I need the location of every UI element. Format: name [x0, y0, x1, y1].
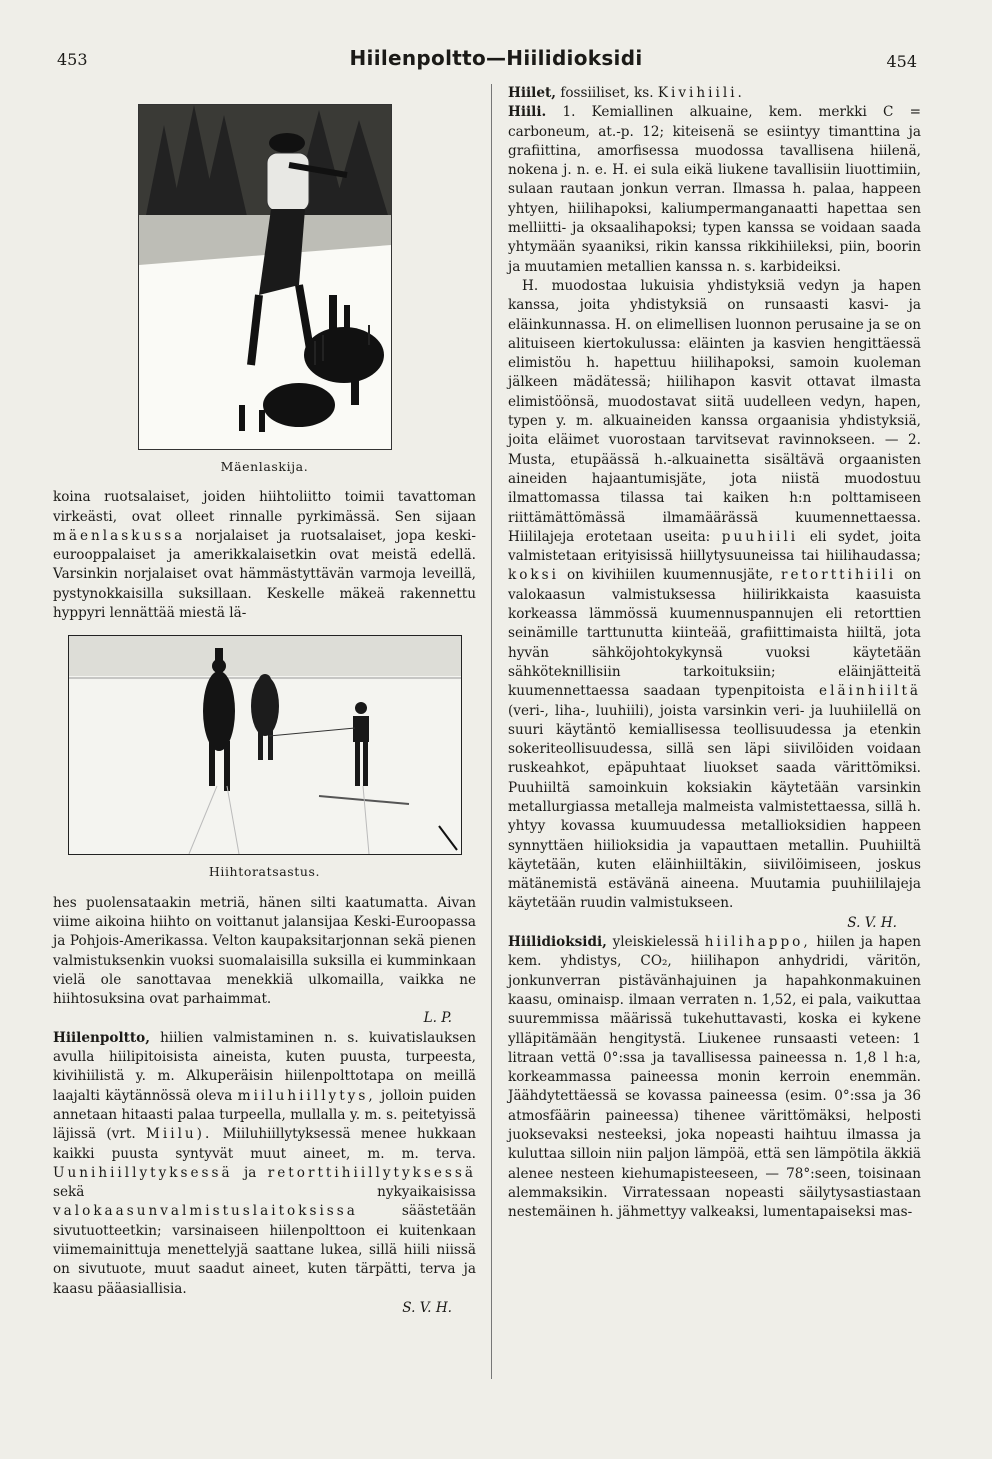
signature-hiili: S. V. H. — [847, 914, 897, 931]
column-divider — [491, 84, 492, 1379]
skijoring-photo — [68, 635, 462, 855]
signature-hiilenpoltto: S. V. H. — [402, 1299, 452, 1316]
running-title: Hiilenpoltto—Hiilidioksidi — [349, 46, 643, 70]
entry-hiili-paragraph2: H. muodostaa lukuisia yhdistyksiä vedyn ja hapen kanssa, joita yhdistyksiä on runsaasti kasvi- ja eläinkunnassa. H. on elimellisen luonnon perusaine ja se on alituiseen kiertokulussa: eläinten ja kasvien hengittäessä elimistöu h. hapettuu hiilihapoksi, samoin kuoleman jälkeen mädätessä; hiilihapon kasvit ottavat ilmasta elimistöönsä, muodostavat siitä uudelleen vedyn, hapen, typen y. m. alkuaineiden kanssa orgaanisia yhdistyksiä, joita eläimet vuorostaan tarvitsevat ravinnokseen. — 2. Musta, etupäässä h.-alkuainetta sisältävä orgaanisten aineiden hajaantumisjäte, jota niistä muodostuu ilmattomassa tilassa tai kaiken h:n polttamiseen riittämättömässä ilmamäärässä kuumennettaessa. Hiililajeja erotetaan useita: puuhiili eli sydet, joita valmistetaan erityisissä hiillytysuuneissa tai hiilihaudassa; koksi on kivihiilen kuumennusjäte, retorttihiili on valokaasun valmistuksessa hiilirikkaista kaasuista korkeassa lämmössä kuumennuspannujen eli retorttien seinämille tarttunutta kiinteää, grafiittimaista hiiltä, jota hyvän sähköjohtokykynsä vuoksi käytetään sähköteknillisiin tarkoituksiin; eläinjätteitä kuumennettaessa saadaan typenpitoista eläinhiiltä (veri-, liha-, luuhiili), joista varsinkin veri- ja luuhiilellä on suuri käytäntö kemiallisessa teollisuudessa ja etenkin sokeriteollisuudessa, sillä sen läpi siivilöiden voidaan ruskeahkot, epäpuhtaat liuokset saada värittömiksi. Puuhiiltä samoinkuin koksiakin käytetään varsinkin metallurgiassa metalleja malmeista valmistettaessa, sillä h. yhtyy kovassa kuumuudessa metallioksidien happeen synnyttäen hiilioksidia ja vapauttaen metallin. Puuhiiltä käytetään, kuten eläinhiiltäkin, siivilöimiseen, joskus mätänemistä estävänä aineena. Muutamia puuhiililajeja käytetään ruudin valmistukseen. — [508, 277, 922, 912]
skijoring-caption: Hiihtoratsastus. — [208, 864, 321, 880]
entry-hiilet: Hiilet, fossiiliset, ks. Kivihiili. — [508, 85, 745, 101]
page-number-left: 453 — [57, 50, 88, 69]
entry-hiilidioksidi: Hiilidioksidi, yleiskielessä hiilihappo, hiilen ja hapen kem. yhdistys, CO₂, hiilihapon anhydridi, väritön, jonkunverran pistävänhajuinen ja hapahkonmakuinen kaasu, ominaisp. ilmaan verraten n. 1,52, ei pala, vaikuttaa suuremmissa määrissä tukehuttavasti, koska ei kykene ylläpitämään hengitystä. Liukenee runsaasti veteen: 1 litraan vettä 0°:ssa ja tavallisessa paineessa n. 1,8 l h:a, korkeammassa paineessa monin kerroin enemmän. Jäähdytettäessä se kovassa paineessa (esim. 0°:ssa ja 36 atmosfäärin paineessa) tihenee värittömäksi, helposti juoksevaksi nesteeksi, joka nopeasti haihtuu ilmassa ja kuluttaa silloin niin paljon lämpöä, että sen lämpötila äkkiä alenee nesteen kiehumapisteeseen, — 78°:seen, toisinaan alemmaksikin. Virratessaan nopeasti säilytysastiastaan nestemäinen h. jähmettyy valkeaksi, lumentapaiseksi mas- — [508, 934, 921, 1221]
paragraph-ski-end: hes puolensataakin metriä, hänen silti kaatumatta. Aivan viime aikoina hiihto on voittanut jalansijaa Keski-Euroopassa ja Pohjois-Amerikassa. Velton kaupaksitarjonnan sekä pienen valmistuksenkin vuoksi suomalaisilla suksilla ei kumminkaan vielä ole sanottavaa menekkiä ulkomailla, vaikka ne hiihtosuksina ovat parhaimmat. — [53, 894, 476, 1008]
paragraph-ski-continued: koina ruotsalaiset, joiden hiihtoliitto toimii tavattoman virkeästi, ovat olleet rinnalle pyrkimässä. Sen sijaan mäenlaskussa norjalaiset ja ruotsalaiset, jopa keski-eurooppalaiset ja amerikkalaisetkin ovat meistä edellä. Varsinkin norjalaiset ovat hämmästyttävän varmoja leveillä, pystynokkaisilla suksillaan. Keskelle mäkeä rakennettu hyppyri lennättää miestä lä- — [53, 489, 476, 622]
skier-caption: Mäenlaskija. — [220, 459, 309, 474]
page-number-right: 454 — [886, 52, 917, 71]
entry-hiilenpoltto: Hiilenpoltto, hiilien valmistaminen n. s. kuivatislauksen avulla hiilipitoisista aineista, kuten puusta, turpeesta, kivihiilistä y. m. Alkuperäisin hiilenpolttotapa on meillä laajalti käytännössä oleva miiluhiillytys, jolloin puiden annetaan hitaasti palaa turpeella, mullalla y. m. s. peitetyissä läjissä (vrt. Miilu). Miiluhiillytyksessä menee hukkaan kaikki puusta syntyvät muut aineet, m. m. terva. Uunihiillytyksessä ja retorttihiillytyksessä sekä nykyaikaisissa valokaasunvalmistuslaitoksissa säästetään sivutuotteetkin; varsinaiseen hiilenpolttoon ei kuitenkaan viimemainittuja menettelyjä saattane lukea, sillä hiili niissä on sivutuote, muut saadut aineet, kuten tärpätti, terva ja kaasu pääasiallisia. — [53, 1029, 476, 1297]
signature-lp: L. P. — [423, 1010, 452, 1027]
entry-hiili: Hiili. 1. Kemiallinen alkuaine, kem. merkki C = carboneum, at.-p. 12; kiteisenä se esiintyy timanttina ja grafiittina, amorfisessa muodossa tavallisena hiilenä, nokena j. n. e. H. ei sula eikä liukene tavallisiin liuottimiin, sulaan rautaan jonkun verran. Ilmassa h. palaa, happeen yhtyen, hiilihapoksi, kaliumpermanganaatti hapettaa sen melliitti- ja oksaalihapoksi; typen kanssa se voidaan saada yhtymään syaaniksi, rikin kanssa rikkihiileksi, piin, boorin ja muutamien metallien kanssa n. s. karbideiksi. — [508, 104, 921, 275]
page-header — [0, 44, 992, 72]
skier-photo — [138, 104, 392, 450]
left-column — [53, 84, 476, 1318]
right-column — [508, 84, 921, 1223]
